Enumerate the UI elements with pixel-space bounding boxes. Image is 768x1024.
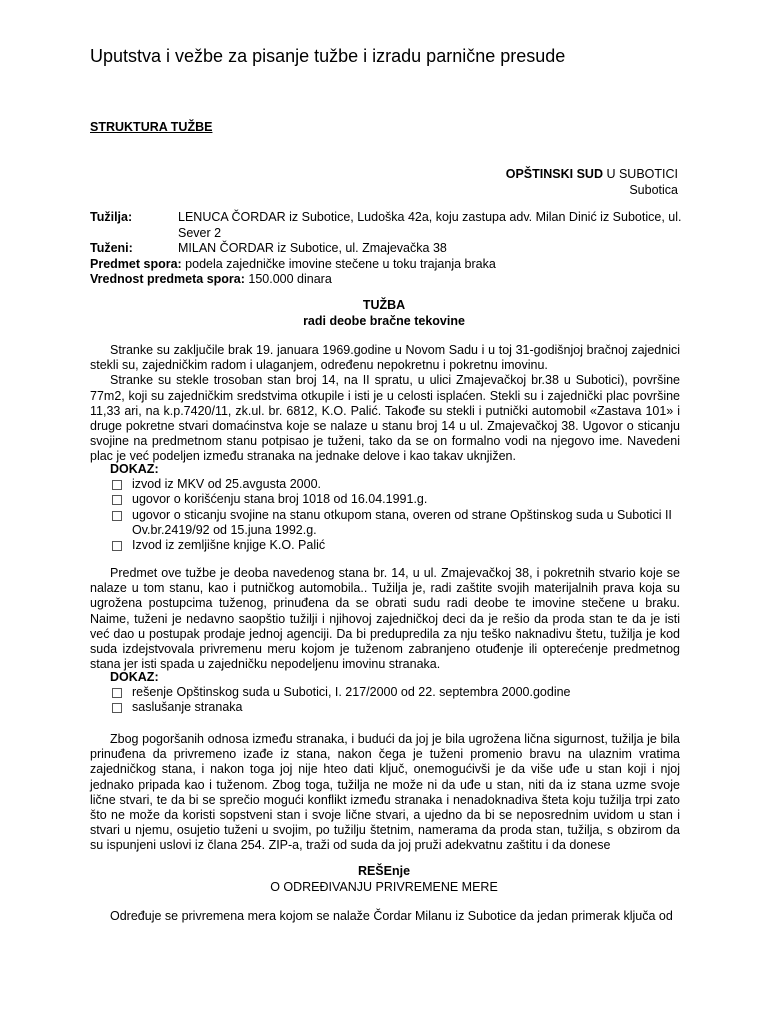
evidence-item-text: izvod iz MKV od 25.avgusta 2000.	[132, 477, 322, 492]
checkbox-bullet-icon	[112, 495, 122, 505]
resolution-subheading: O ODREĐIVANJU PRIVREMENE MERE	[270, 880, 498, 894]
evidence-item-text: ugovor o korišćenju stana broj 1018 od 16.04.1991.g.	[132, 492, 428, 507]
court-name-rest: U SUBOTICI	[602, 167, 678, 181]
court-name-bold: OPŠTINSKI SUD	[505, 167, 603, 181]
section-title: STRUKTURA TUŽBE	[90, 120, 213, 134]
document-title: Uputstva i vežbe za pisanje tužbe i izradu parnične presude	[90, 46, 566, 66]
lawsuit-heading-block	[0, 297, 768, 329]
resolution-heading: REŠEnje	[357, 864, 411, 878]
party-label: Tuženi:	[90, 241, 133, 255]
evidence-item-text: rešenje Opštinskog suda u Subotici, I. 217/2000 od 22. septembra 2000.godine	[132, 685, 571, 700]
lawsuit-heading: TUŽBA	[362, 298, 406, 312]
value-label: Vrednost predmeta spora:	[90, 272, 245, 286]
party-value: LENUCA ČORDAR iz Subotice, Ludoška 42a, koju zastupa adv. Milan Dinić iz Subotice, ul. Sever 2	[178, 210, 682, 240]
value-value: 150.000 dinara	[244, 272, 332, 286]
paragraph: Određuje se privremena mera kojom se nalaže Čordar Milanu iz Subotice da jedan primerak ključa od	[110, 909, 673, 923]
evidence-item	[110, 477, 680, 492]
checkbox-bullet-icon	[112, 688, 122, 698]
paragraph: Predmet ove tužbe je deoba navedenog stana br. 14, u ul. Zmajevačkoj 38, i pokretnih stvario koje se nalaze u tom stanu, kao i putničkog automobila.. Tužilja je, radi zaštite svojih materijalnih prava koja su ugrožena postupcima tuženog, prinuđena da se obrati sudu radi deobe te imovine stečene u braku. Naime, tuženi je nedavno saopštio tužilji i njihovoj zajedničkoj deci da je rešio da proda stan te da je isti već dao u postupak prodaje jednoj agenciji. Da bi predupredila za nju teško naknadivu štetu, tužilja je kod suda izdejstvovala privremenu meru kojom je tuženom zabranjeno otuđenje ili opterećenje predmetnog stana jer isti spada u zajedničku nepodeljenu imovinu stranaka.	[90, 566, 680, 672]
parties-block	[90, 210, 690, 288]
evidence-item	[110, 685, 680, 700]
evidence-item-text: Izvod iz zemljišne knjige K.O. Palić	[132, 538, 326, 553]
party-value: MILAN ČORDAR iz Subotice, ul. Zmajevačka 38	[178, 241, 447, 255]
evidence-item	[110, 700, 680, 715]
paragraph: Stranke su zaključile brak 19. januara 1969.godine u Novom Sadu i u toj 31-godišnjoj bračnoj zajednici stekli su, zajedničkim radom i ulaganjem, određenu nepokretnu i pokretnu imovinu.	[90, 343, 680, 373]
subject-label: Predmet spora:	[90, 256, 182, 271]
party-row-plaintiff	[90, 210, 690, 241]
evidence-item	[110, 508, 680, 538]
body-paragraphs-2	[90, 566, 680, 672]
paragraph: Zbog pogoršanih odnosa između stranaka, i budući da joj je bila ugrožena lična sigurnost, tužilja je bila prinuđena da privremeno izađe iz stana, nakon čega je tuženi promenio bravu na ulaznim vratima zajedničkog stana, i nakon toga joj nije hteo dati ključ, onemogućivši je da više uđe u stan koji i njoj jednako pripada kao i tuženom. Zbog toga, tužilja ne može ni da uđe u stan, niti da iz stana uzme svoje lične stvari, te da bi se sprečio mogući konflikt između stranaka i nenadoknadiva šteta koju tužilja trpi zato što ne može da koristi sopstveni stan i svoje lične stvari, a ujedno da bi se neposrednim uvidom u stan i stvari u njemu, osujetio tuženi u svojim, po tužilju štetnim, namerama da proda stan, tužilja, s obzirom da su ispunjeni uslovi iz člana 254. ZIP-a, traži od suda da joj pruži adekvatnu zaštitu i da donese	[90, 732, 680, 853]
party-row-defendant	[90, 241, 690, 257]
subject-line	[90, 257, 690, 273]
evidence-list-1	[110, 462, 680, 553]
subject-value: podela zajedničke imovine stečene u toku trajanja braka	[181, 256, 496, 271]
checkbox-bullet-icon	[112, 703, 122, 713]
body-paragraphs-4	[90, 909, 680, 924]
evidence-item-text: saslušanje stranaka	[132, 700, 243, 715]
evidence-heading: DOKAZ:	[110, 670, 159, 684]
evidence-item	[110, 538, 680, 553]
evidence-item-text: ugovor o sticanju svojine na stanu otkupom stana, overen od strane Opštinskog suda u Subotici II Ov.br.2419/92 od 15.juna 1992.g.	[132, 507, 672, 537]
evidence-list-2	[110, 670, 680, 716]
resolution-heading-block	[0, 863, 768, 895]
party-label: Tužilja:	[90, 210, 133, 224]
value-line	[90, 272, 690, 288]
evidence-item	[110, 492, 680, 507]
court-city: Subotica	[629, 183, 678, 197]
checkbox-bullet-icon	[112, 541, 122, 551]
court-block	[506, 166, 678, 198]
checkbox-bullet-icon	[112, 480, 122, 490]
lawsuit-subheading: radi deobe bračne tekovine	[303, 314, 465, 328]
paragraph: Stranke su stekle trosoban stan broj 14, na II spratu, u ulici Zmajevačkoj br.38 u Subotici), površine 77m2, koji su zajedničkim sredstvima otkupile i isti je u celosti isplaćen. Stekli su i zajednički plac površine 11,33 ari, na k.p.7420/11, zk.ul. br. 6812, K.O. Palić. Takođe su stekli i putnički automobil «Zastava 101» i druge pokretne stvari domaćinstva koje se nalaze u stanu broj 14 u ul. Zmajevačkoj 38. Ugovor o sticanju svojine na predmetnom stanu potpisao je tuženi, tako da se on formalno vodi na njegovo ime. Navedeni plac je već podeljen između stranaka na jednake delove i kao takav uknjižen.	[90, 373, 680, 464]
evidence-heading: DOKAZ:	[110, 462, 159, 476]
body-paragraphs-1	[90, 343, 680, 465]
checkbox-bullet-icon	[112, 511, 122, 521]
body-paragraphs-3	[90, 732, 680, 854]
court-name	[506, 166, 678, 182]
